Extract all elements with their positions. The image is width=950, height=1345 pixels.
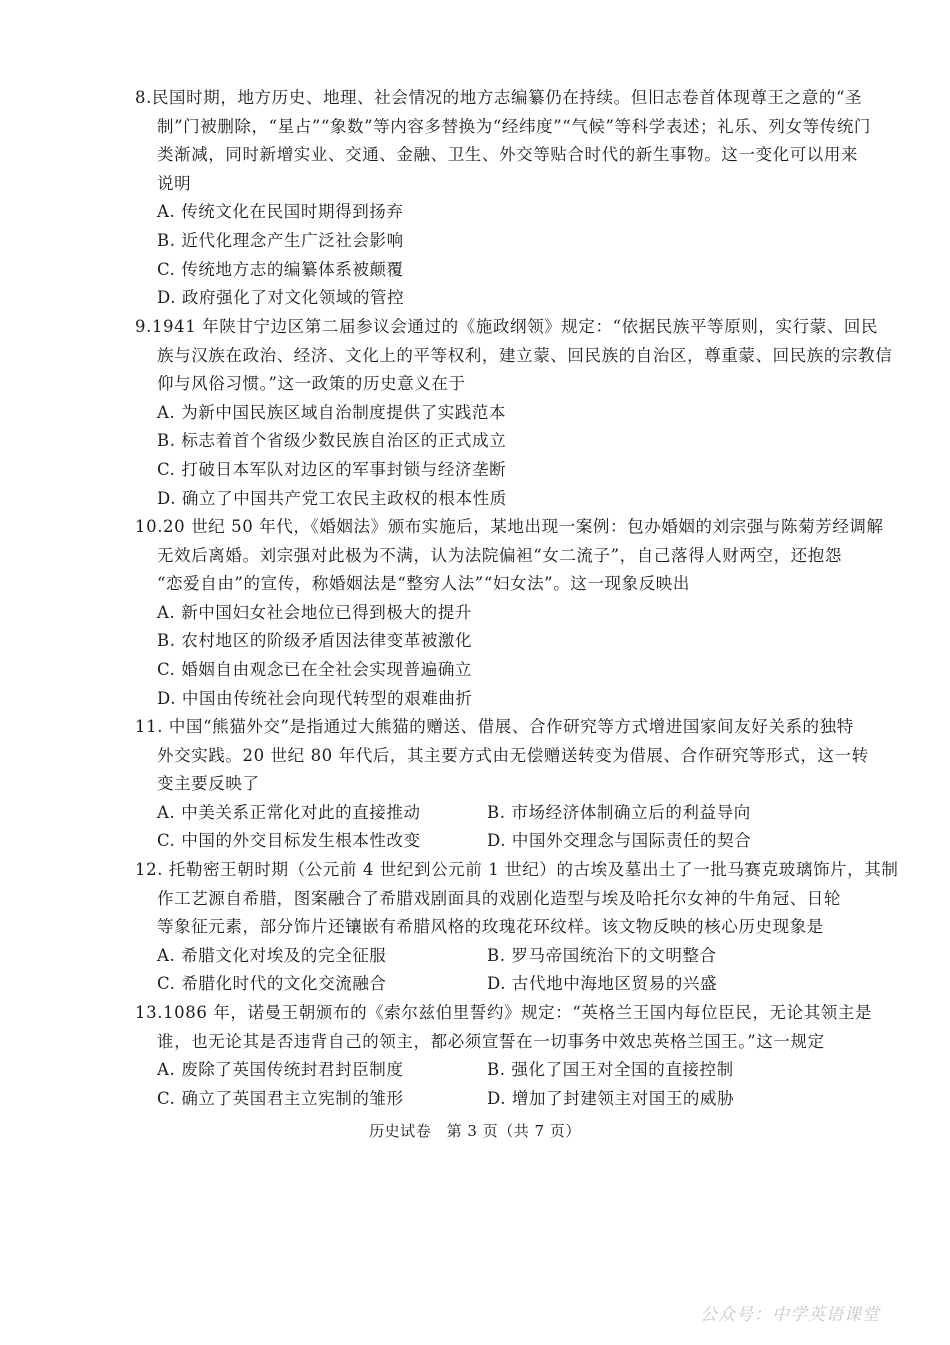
option-a: A. 新中国妇女社会地位已得到极大的提升: [157, 602, 472, 622]
option-row: [135, 799, 835, 828]
page-footer: 历史试卷 第 3 页（共 7 页）: [369, 1122, 581, 1140]
question-stem-line: 等象征元素，部分饰片还镶嵌有希腊风格的玫瑰花环纹样。该文物反映的核心历史现象是: [157, 917, 824, 937]
option-d: D. 确立了中国共产党工农民主政权的根本性质: [157, 488, 507, 508]
question-stem-line: “恋爱自由”的宣传，称婚姻法是“整穷人法”“妇女法”。这一现象反映出: [157, 574, 691, 594]
question-stem-line: 仰与风俗习惯。”这一政策的历史意义在于: [157, 374, 466, 394]
question-stem-line: 12. 托勒密王朝时期（公元前 4 世纪到公元前 1 世纪）的古埃及墓出土了一批马赛克玻璃饰片，其制: [135, 860, 899, 879]
option-b: B. 罗马帝国统治下的文明整合: [487, 945, 717, 965]
option-c: C. 打破日本军队对边区的军事封锁与经济垄断: [157, 459, 507, 479]
option-d: D. 增加了封建领主对国王的威胁: [487, 1088, 735, 1108]
option-row: [135, 970, 835, 999]
question-stem-line: 11. 中国“熊猫外交”是指通过大熊猫的赠送、借展、合作研究等方式增进国家间友好关系的独特: [135, 717, 854, 736]
question-12: [135, 856, 899, 999]
question-stem-line: 无效后离婚。刘宗强对此极为不满，认为法院偏袒“女二流子”，自己落得人财两空，还抱怨: [157, 545, 842, 565]
question-stem-line: 谁，也无论其是否违背自己的领主，都必须宣誓在一切事务中效忠英格兰国王。”这一规定: [157, 1031, 825, 1051]
option-d: D. 中国由传统社会向现代转型的艰难曲折: [157, 688, 473, 708]
question-stem-line: 13.1086 年，诺曼王朝颁布的《索尔兹伯里誓约》规定：“英格兰王国内每位臣民，无论其领主是: [135, 1003, 873, 1022]
question-stem-line: 10.20 世纪 50 年代，《婚姻法》颁布实施后，某地出现一案例：包办婚姻的刘宗强与陈菊芳经调解: [135, 517, 884, 536]
option-a: A. 废除了英国传统封君封臣制度: [157, 1060, 404, 1080]
option-c: C. 传统地方志的编纂体系被颠覆: [157, 259, 404, 279]
option-row: [135, 1056, 835, 1085]
option-d: D. 中国外交理念与国际责任的契合: [487, 831, 752, 851]
option-b: B. 近代化理念产生广泛社会影响: [157, 230, 404, 250]
option-c: C. 婚姻自由观念已在全社会实现普遍确立: [157, 659, 473, 679]
question-stem-line: 作工艺源自希腊，图案融合了希腊戏剧面具的戏剧化造型与埃及哈托尔女神的牛角冠、日轮: [157, 888, 841, 908]
question-stem-line: 外交实践。20 世纪 80 年代后，其主要方式由无偿赠送转变为借展、合作研究等形式，这一转: [157, 745, 869, 765]
question-8: [135, 84, 872, 313]
option-c: C. 确立了英国君主立宪制的雏形: [157, 1088, 404, 1108]
question-10: [135, 513, 884, 713]
option-b: B. 市场经济体制确立后的利益导向: [487, 802, 751, 822]
question-stem-line: 变主要反映了: [157, 774, 260, 794]
option-c: C. 希腊化时代的文化交流融合: [157, 974, 387, 994]
question-11: [135, 713, 869, 856]
question-stem-line: 9.1941 年陕甘宁边区第二届参议会通过的《施政纲领》规定：“依据民族平等原则，实行蒙、回民: [135, 317, 879, 336]
question-stem-line: 制”门被删除，“星占”“象数”等内容多替换为“经纬度”“气候”等科学表述；礼乐、列女等传统门: [157, 116, 872, 136]
option-b: B. 农村地区的阶级矛盾因法律变革被激化: [157, 631, 473, 651]
question-stem-line: 类渐减，同时新增实业、交通、金融、卫生、外交等贴合时代的新生事物。这一变化可以用来: [157, 145, 859, 165]
question-stem-line: 说明: [157, 173, 192, 193]
option-a: A. 中美关系正常化对此的直接推动: [157, 802, 421, 822]
question-13: [135, 999, 873, 1113]
option-row: [135, 827, 835, 856]
option-c: C. 中国的外交目标发生根本性改变: [157, 831, 421, 851]
option-row: [135, 942, 835, 971]
watermark: 公众号：中学英语课堂: [700, 1305, 880, 1325]
question-9: [135, 313, 893, 513]
option-a: A. 为新中国民族区域自治制度提供了实践范本: [157, 402, 507, 422]
option-b: B. 标志着首个省级少数民族自治区的正式成立: [157, 431, 507, 451]
question-stem-line: 族与汉族在政治、经济、文化上的平等权利，建立蒙、回民族的自治区，尊重蒙、回民族的宗教信: [157, 345, 893, 365]
option-a: A. 传统文化在民国时期得到扬弃: [157, 202, 404, 222]
option-d: D. 古代地中海地区贸易的兴盛: [487, 974, 718, 994]
option-b: B. 强化了国王对全国的直接控制: [487, 1060, 734, 1080]
option-d: D. 政府强化了对文化领域的管控: [157, 288, 405, 308]
option-a: A. 希腊文化对埃及的完全征服: [157, 945, 387, 965]
option-row: [135, 1085, 835, 1114]
question-stem-line: 8.民国时期，地方历史、地理、社会情况的地方志编纂仍在持续。但旧志卷首体现尊王之意的“圣: [135, 88, 863, 107]
